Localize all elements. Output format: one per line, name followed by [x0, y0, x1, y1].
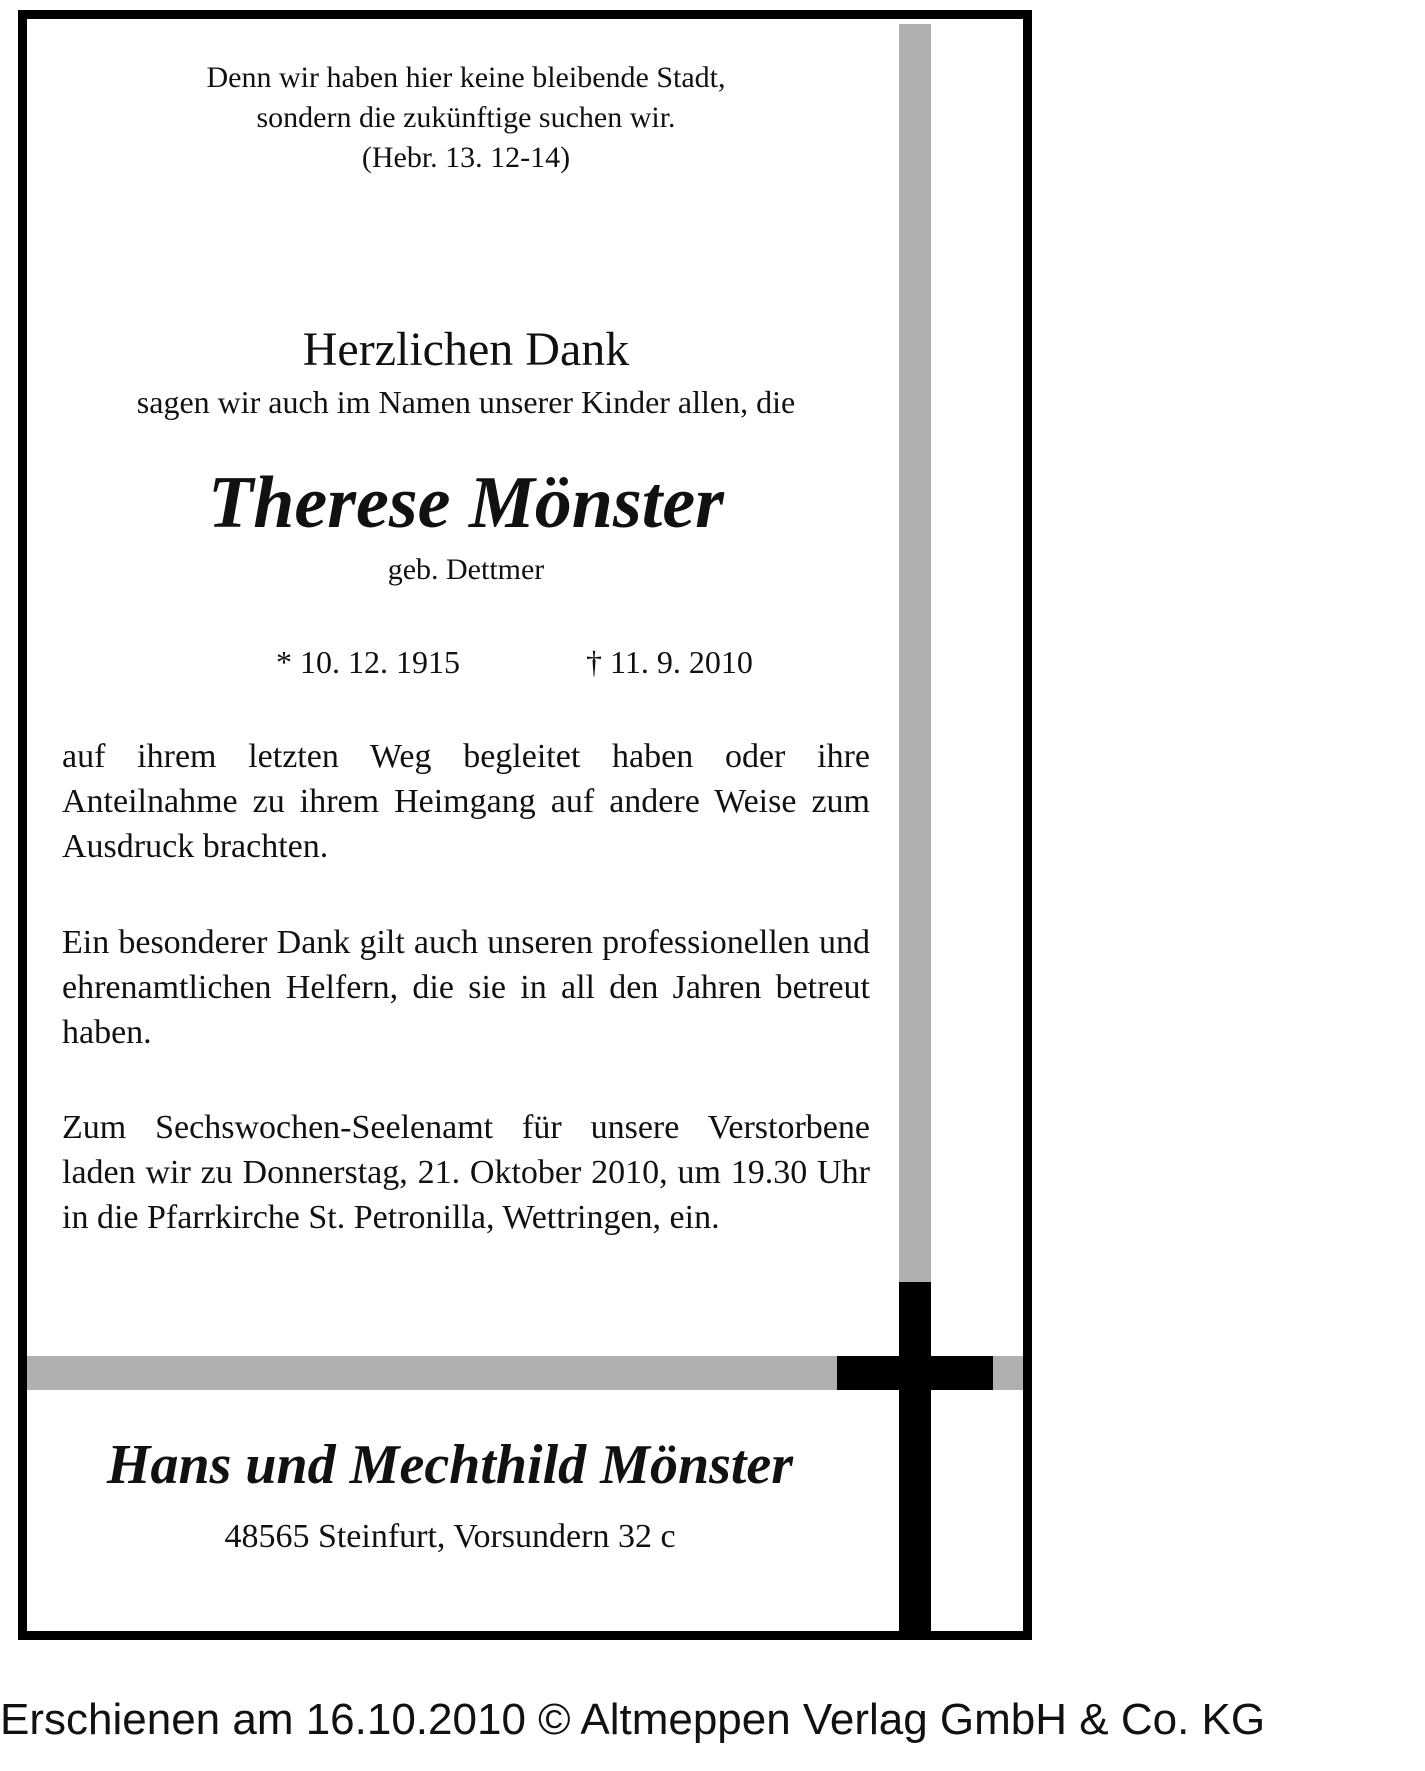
motto-line-2: sondern die zukünftige suchen wir. [256, 101, 676, 134]
cross-icon [899, 1282, 931, 1631]
vertical-gray-band [899, 24, 931, 1292]
signer-names: Hans und Mechthild Mönster [106, 1434, 794, 1496]
birth-name: geb. Dettmer [387, 553, 545, 586]
paragraph-text: auf ihrem letzten Weg begleitet haben oder ihre Anteilnahme zu ihrem Heimgang auf andere Weise zum Ausdruck brachten. [62, 738, 870, 865]
paragraph-text: Zum Sechswochen-Seelenamt für unsere Verstorbene laden wir zu Donnerstag, 21. Oktober 2010, um 19.30 Uhr in die Pfarrkirche St. Petronilla, Wettringen, ein. [62, 1109, 870, 1236]
paragraph-3 [62, 1105, 870, 1240]
birth-date: * 10. 12. 1915 [276, 644, 460, 680]
bible-motto [62, 58, 870, 178]
paragraph-text: Ein besonderer Dank gilt auch unseren professionellen und ehrenamtlichen Helfern, die sie in all den Jahren betreut haben. [62, 924, 870, 1051]
paragraph-2 [62, 920, 870, 1055]
thanks-title: Herzlichen Dank [302, 323, 630, 376]
motto-line-1: Denn wir haben hier keine bleibende Stadt, [206, 61, 726, 94]
cross-icon-bar [837, 1356, 993, 1390]
deceased-name: Therese Mönster [208, 462, 724, 544]
publication-footer: Erschienen am 16.10.2010 © Altmeppen Verlag GmbH & Co. KG [0, 1695, 1266, 1744]
thanks-subtitle: sagen wir auch im Namen unserer Kinder allen, die [136, 384, 796, 420]
motto-reference: (Hebr. 13. 12-14) [361, 141, 571, 174]
signer-address: 48565 Steinfurt, Vorsundern 32 c [224, 1518, 676, 1555]
paragraph-1 [62, 734, 870, 869]
death-date: † 11. 9. 2010 [586, 644, 753, 680]
